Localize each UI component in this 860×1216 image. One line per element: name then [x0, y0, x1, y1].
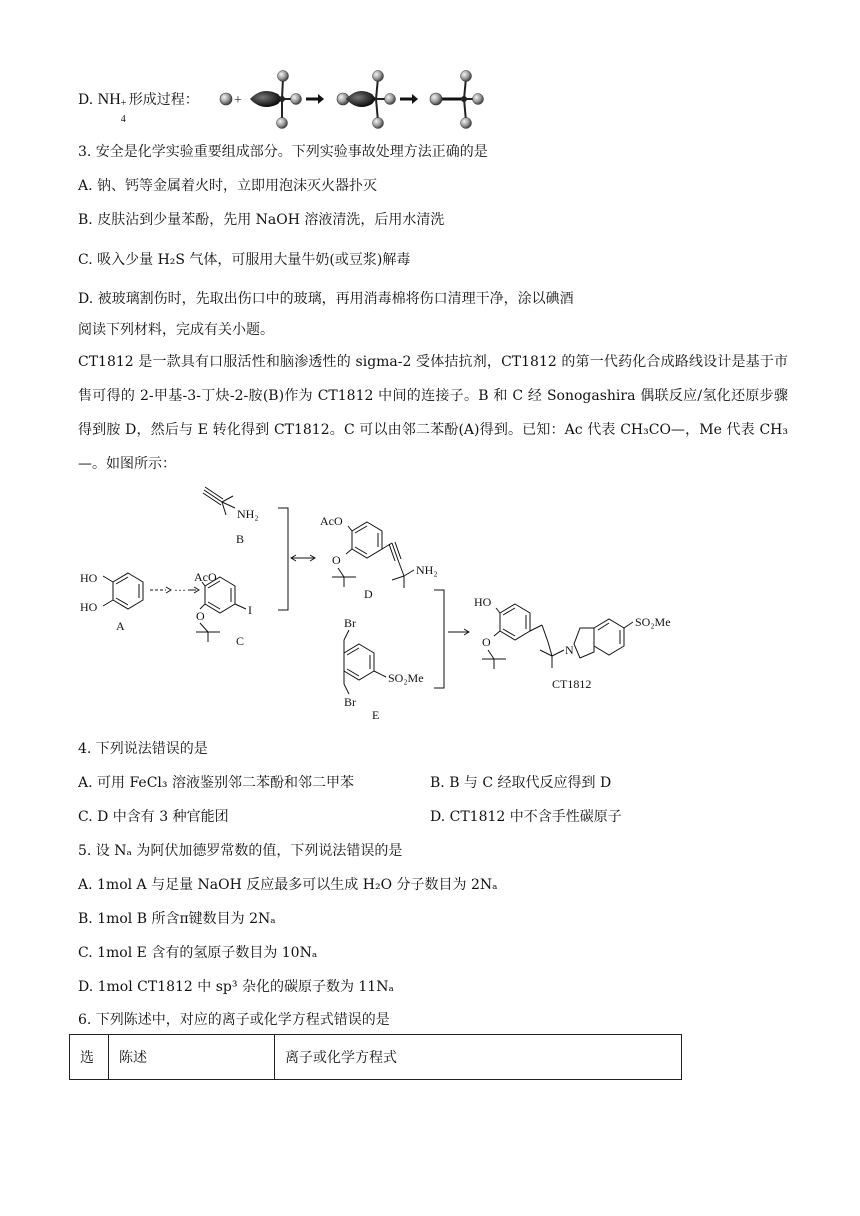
label-d: D: [364, 587, 373, 601]
svg-text:SO₂Me: SO₂Me: [635, 615, 671, 629]
material-paragraph: CT1812 是一款具有口服活性和脑渗透性的 sigma-2 受体拮抗剂，CT1812 的第一代药化合成路线设计是基于市售可得的 2-甲基-3-丁炔-2-胺(B)作为 CT1812 中间的连接子。B 和 C 经 Sonogashira 偶联反应/氢化还原步骤得到胺 D，然后与 E 转化得到 CT1812。C 可以由邻二苯酚(A)得到。已知：Ac 代表 CH₃CO—，Me 代表 CH₃—。如图所示：: [78, 354, 788, 472]
table-header-statement: 陈述: [109, 1035, 275, 1080]
q5-stem: 5. 设 Nₐ 为阿伏加德罗常数的值，下列说法错误的是: [78, 843, 403, 859]
label-a: A: [116, 619, 125, 633]
nh4-formula: NH: [97, 91, 121, 108]
svg-text:HO: HO: [80, 571, 98, 585]
q6-table: [69, 1034, 682, 1080]
intermediate-molecule: [337, 71, 396, 129]
table-header-option: 选: [70, 1035, 109, 1080]
material-intro: 阅读下列材料，完成有关小题。: [78, 322, 274, 338]
q5-option-c: C. 1mol E 含有的氢原子数目为 10Nₐ: [78, 945, 318, 961]
compound-b: [203, 487, 259, 546]
svg-text:NH₂: NH₂: [237, 507, 259, 521]
synthesis-scheme: [70, 480, 710, 730]
q3-option-b: B. 皮肤沾到少量苯酚，先用 NaOH 溶液清洗，后用水清洗: [78, 212, 445, 228]
nh4-formation-diagram: [210, 66, 490, 130]
ammonia-molecule: [250, 71, 302, 129]
compound-a: [80, 571, 143, 633]
table-row: [70, 1035, 682, 1080]
q3-option-a: A. 钠、钙等金属着火时，立即用泡沫灭火器扑灭: [78, 178, 378, 194]
svg-text:O: O: [482, 635, 491, 649]
q4-option-c: C. D 中含有 3 种官能团: [78, 809, 229, 825]
compound-ct1812: [474, 595, 671, 691]
svg-text:N: N: [565, 643, 574, 657]
q4-option-a: A. 可用 FeCl₃ 溶液鉴别邻二苯酚和邻二甲苯: [78, 775, 354, 791]
q4-option-d: D. CT1812 中不含手性碳原子: [430, 809, 622, 825]
svg-text:I: I: [248, 603, 252, 617]
q2-option-d: D. NH + 4 形成过程：: [78, 91, 199, 125]
q5-option-a: A. 1mol A 与足量 NaOH 反应最多可以生成 H₂O 分子数目为 2Nₐ: [78, 877, 498, 893]
svg-text:Br: Br: [344, 695, 356, 709]
svg-text:HO: HO: [474, 595, 492, 609]
svg-text:···: ···: [174, 583, 186, 597]
ammonium-ion: [430, 71, 484, 129]
q5-option-d: D. 1mol CT1812 中 sp³ 杂化的碳原子数为 11Nₐ: [78, 979, 394, 995]
svg-text:NH₂: NH₂: [416, 563, 438, 577]
label-ct1812: CT1812: [552, 677, 592, 691]
svg-text:HO: HO: [80, 600, 98, 614]
svg-text:+: +: [234, 93, 242, 108]
table-header-equation: 离子或化学方程式: [275, 1035, 682, 1080]
q3-option-d: D. 被玻璃割伤时，先取出伤口中的玻璃，再用消毒棉将伤口清理干净，涂以碘酒: [78, 291, 574, 307]
compound-c: [194, 570, 252, 648]
q6-stem: 6. 下列陈述中，对应的离子或化学方程式错误的是: [78, 1012, 390, 1028]
svg-text:SO₂Me: SO₂Me: [388, 671, 424, 685]
q3-option-c: C. 吸入少量 H₂S 气体，可服用大量牛奶(或豆浆)解毒: [78, 252, 411, 268]
hydrogen-ion: [220, 93, 232, 105]
compound-e: [344, 616, 424, 722]
q5-option-b: B. 1mol B 所含π键数目为 2Nₐ: [78, 911, 276, 927]
svg-text:AcO: AcO: [194, 570, 217, 584]
label-b: B: [236, 532, 245, 546]
label-c: C: [236, 634, 245, 648]
q4-stem: 4. 下列说法错误的是: [78, 741, 208, 757]
label-e: E: [372, 708, 380, 722]
svg-text:O: O: [332, 553, 341, 567]
q3-stem: 3. 安全是化学实验重要组成部分。下列实验事故处理方法正确的是: [78, 144, 488, 160]
svg-text:O: O: [196, 609, 205, 623]
q4-option-b: B. B 与 C 经取代反应得到 D: [430, 775, 612, 791]
compound-d: [320, 514, 438, 601]
svg-text:Br: Br: [344, 616, 356, 630]
svg-text:AcO: AcO: [320, 514, 343, 528]
